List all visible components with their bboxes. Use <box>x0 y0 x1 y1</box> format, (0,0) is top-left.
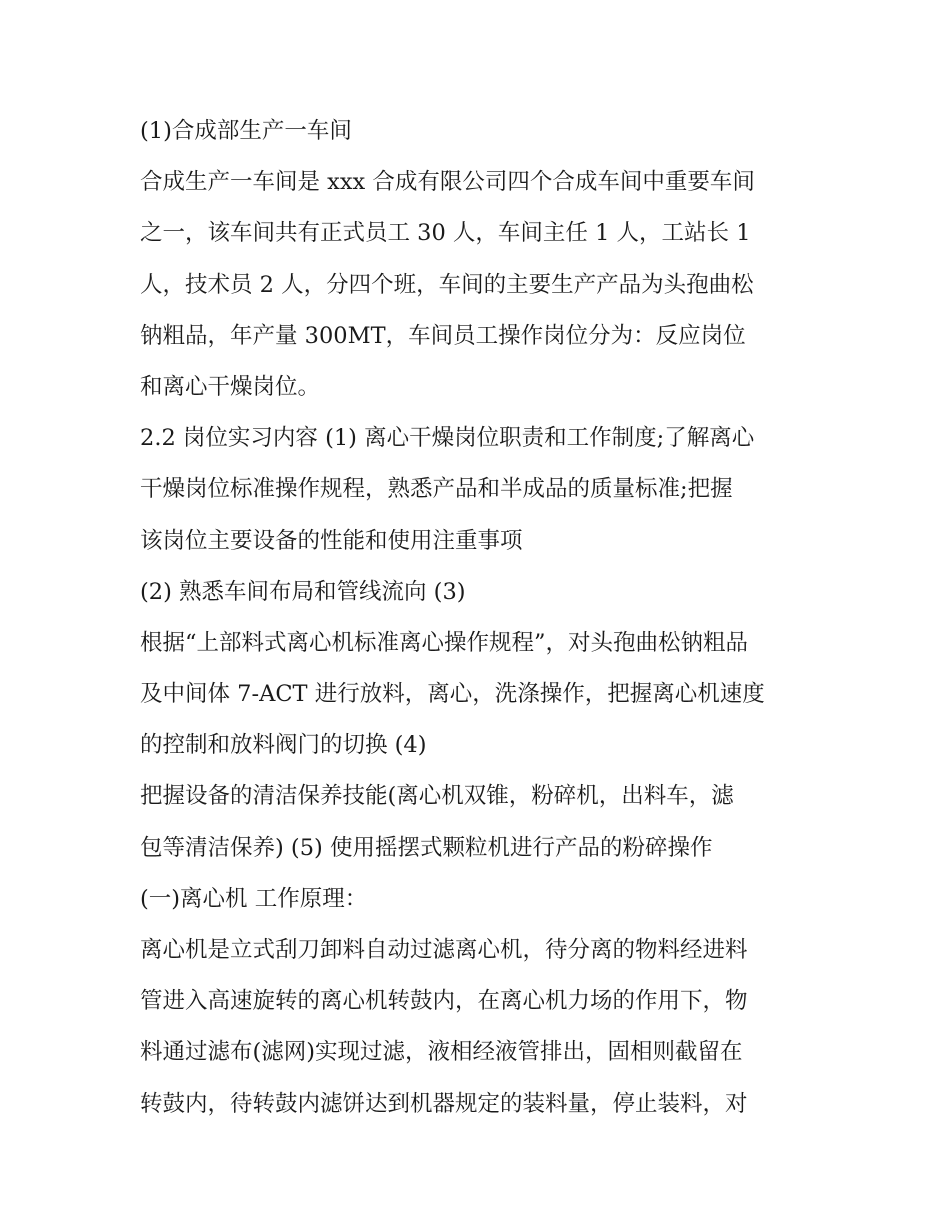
text-line: 该岗位主要设备的性能和使用注重事项 <box>140 527 523 554</box>
text-line: 料通过滤布(滤网)实现过滤，液相经液管排出，固相则截留在 <box>140 1039 743 1066</box>
text-line: 及中间体 7-ACT 进行放料，离心，洗涤操作，把握离心机速度 <box>140 681 765 708</box>
text-line: 管进入高速旋转的离心机转鼓内，在离心机力场的作用下，物 <box>140 988 748 1015</box>
text-line: 干燥岗位标准操作规程，熟悉产品和半成品的质量标准;把握 <box>140 476 733 503</box>
text-line: 和离心干燥岗位。 <box>140 373 321 400</box>
text-line: 之一，该车间共有正式员工 30 人，车间主任 1 人，工站长 1 <box>140 220 751 247</box>
text-line: 包等清洁保养) (5) 使用摇摆式颗粒机进行产品的粉碎操作 <box>140 834 713 861</box>
text-line: 根据“上部料式离心机标准离心操作规程”，对头孢曲松钠粗品 <box>140 629 749 656</box>
text-line: 离心机是立式刮刀卸料自动过滤离心机，待分离的物料经进料 <box>140 937 748 963</box>
text-line-section-heading: (一)离心机 工作原理： <box>140 885 368 912</box>
text-line: 把握设备的清洁保养技能(离心机双锥，粉碎机，出料车，滤 <box>140 783 734 810</box>
text-line: (2) 熟悉车间布局和管线流向 (3) <box>140 578 466 605</box>
text-line: 2.2 岗位实习内容 (1) 离心干燥岗位职责和工作制度;了解离心 <box>140 425 755 452</box>
text-line: 合成生产一车间是 xxx 合成有限公司四个合成车间中重要车间 <box>140 169 755 196</box>
text-line: 转鼓内，待转鼓内滤饼达到机器规定的装料量，停止装料，对 <box>140 1090 748 1117</box>
text-line: 的控制和放料阀门的切换 (4) <box>140 732 427 759</box>
text-line: 人，技术员 2 人，分四个班，车间的主要生产产品为头孢曲松 <box>140 271 754 298</box>
document-body <box>140 106 820 1130</box>
text-line: 钠粗品，年产量 300MT，车间员工操作岗位分为：反应岗位 <box>140 322 746 349</box>
text-line-section-heading: (1)合成部生产一车间 <box>140 118 352 144</box>
